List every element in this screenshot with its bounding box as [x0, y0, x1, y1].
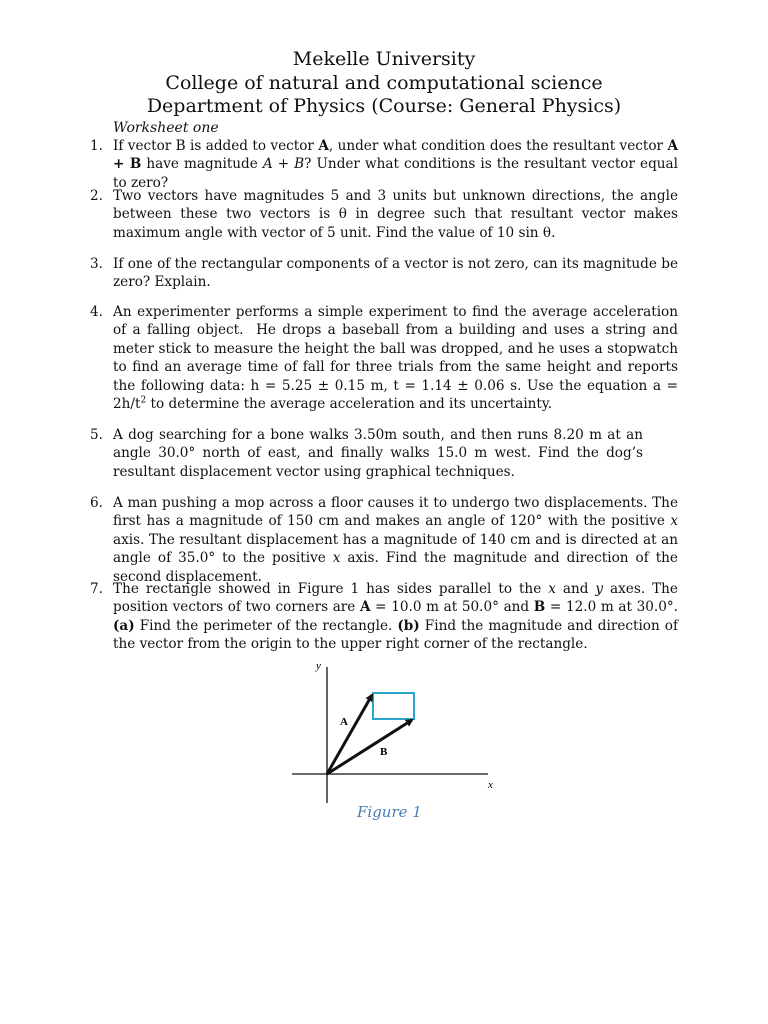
question-text: A dog searching for a bone walks 3.50m south, and then runs 8.20 m at an angle 30.0° north of east, and finally walks 15.0 m west. Find the dog’s resultant displacement vector using graphical techniques.	[113, 427, 643, 480]
text-run: The rectangle showed in Figure 1 has sides parallel to the	[113, 581, 549, 597]
question-text: Two vectors have magnitudes 5 and 3 units but unknown directions, the angle between these two vectors is θ in degree such that resultant vector makes maximum angle with vector of 5 unit. Find the value of 10 sin θ.	[113, 188, 678, 241]
text-run: ? Under what conditions is the resultant vector equal to zero?	[113, 156, 683, 191]
document-header	[0, 48, 768, 119]
text-run-bold: (b)	[397, 617, 420, 634]
text-run-italic: y	[595, 581, 604, 597]
text-run: to determine the average acceleration and its uncertainty.	[146, 396, 553, 413]
question-2	[90, 187, 678, 242]
text-run: axis. The resultant displacement has a magnitude of 140 cm and is directed at an angle of 35.0° to the positive	[113, 513, 683, 567]
question-text: If one of the rectangular components of a vector is not zero, can its magnitude be zero? Explain.	[113, 256, 678, 291]
text-run: axis. Find the magnitude and direction of the second displacement.	[113, 550, 683, 585]
university-name: Mekelle University	[292, 48, 476, 70]
vector-b-label: B	[380, 746, 388, 758]
text-run: Find the perimeter of the rectangle.	[134, 617, 398, 634]
vector-b-arrow	[327, 720, 412, 774]
x-axis-label: x	[488, 779, 493, 791]
vector-a-arrow	[327, 695, 372, 774]
question-number: 3.	[90, 256, 103, 272]
text-run: = 12.0 m at 30.0°.	[545, 599, 683, 616]
worksheet-title: Worksheet one	[113, 120, 219, 136]
vector-a-label: A	[340, 716, 348, 728]
text-run-italic: x	[548, 581, 556, 597]
text-run: = 10.0 m at 50.0° and	[370, 599, 534, 616]
text-run: Find the magnitude and direction of the vector from the origin to the upper right corner of the rectangle.	[113, 617, 683, 653]
question-number: 7.	[90, 581, 103, 597]
text-run-bold: A	[359, 599, 371, 616]
text-run-italic: x	[332, 550, 341, 567]
question-text	[113, 494, 683, 586]
question-number: 5.	[90, 427, 103, 443]
text-run-bold: A + B	[113, 138, 678, 173]
text-run-italic: x	[670, 513, 678, 530]
college-name: College of natural and computational science	[165, 71, 603, 94]
question-number: 1.	[90, 138, 103, 154]
text-run: axes. The position vectors of two corners are	[113, 581, 683, 616]
text-run: , under what condition does the resultant vector	[328, 138, 668, 154]
text-run: have magnitude	[141, 156, 263, 173]
question-3	[90, 255, 678, 292]
superscript: 2	[140, 395, 147, 406]
question-number: 4.	[90, 304, 103, 320]
text-run: An experimenter performs a simple experiment to find the average acceleration of a falling object. He drops a baseball from a building and uses a string and meter stick to measure the height the ball was dropped, and he uses a stopwatch to find an average time of fall for three trials from the same height and reports the following data: h = 5.25 ± 0.15 m, t = 1.14 ± 0.06 s. Use the equation a = 2h/t	[113, 304, 683, 413]
question-1	[90, 137, 683, 192]
text-run: and	[555, 581, 596, 597]
department-name: Department of Physics (Course: General Physics)	[146, 95, 622, 117]
text-run-bold: A	[318, 138, 329, 154]
question-5	[90, 426, 678, 481]
text-run-bold: (a)	[113, 617, 135, 634]
question-text	[113, 303, 683, 413]
text-run-bold: B	[533, 599, 546, 616]
text-run-italic: A + B	[262, 156, 305, 173]
question-number: 6.	[90, 495, 103, 511]
question-6	[90, 494, 683, 586]
question-text	[113, 137, 683, 192]
question-4	[90, 303, 683, 413]
question-7	[90, 580, 683, 654]
question-text	[113, 580, 683, 654]
question-number: 2.	[90, 188, 103, 204]
y-axis-label: y	[316, 660, 321, 672]
text-run: If vector B is added to vector	[113, 138, 319, 154]
figure-caption: Figure 1	[357, 803, 422, 821]
text-run: A man pushing a mop across a floor causes it to undergo two displacements. The first has a magnitude of 150 cm and makes an angle of 120° with the positive	[113, 495, 683, 530]
rectangle	[373, 693, 414, 719]
